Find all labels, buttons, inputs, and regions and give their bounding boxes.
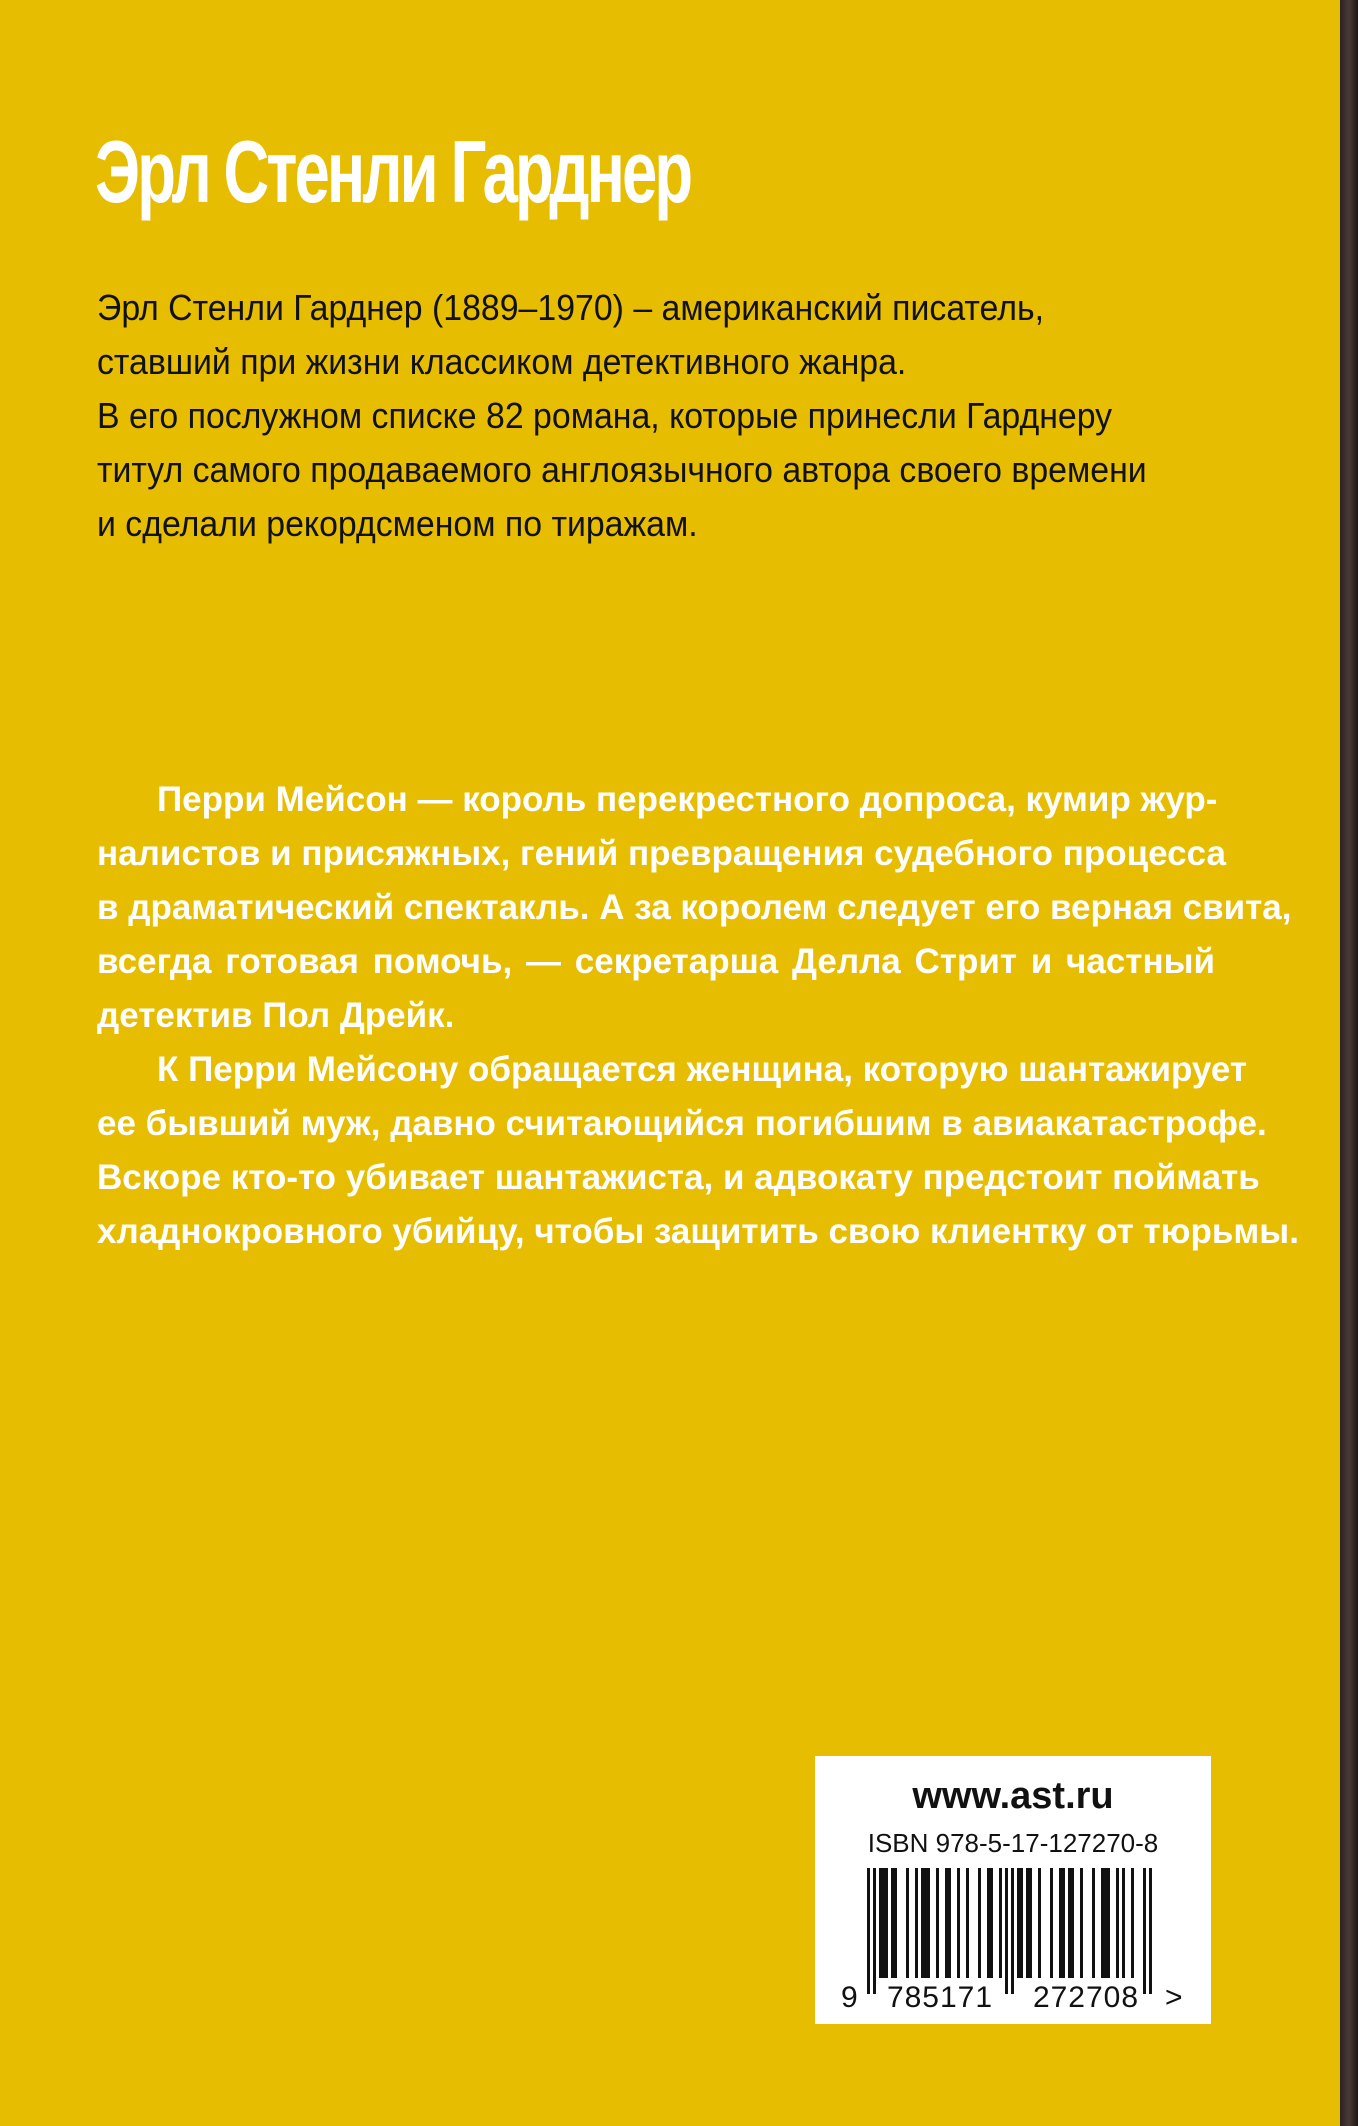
barcode-bar [999, 1868, 1002, 1978]
barcode-bar [966, 1868, 969, 1978]
barcode-panel [815, 1756, 1211, 2024]
annotation-line: всегда готовая помочь, — секретарша Делла Стрит и частный [97, 942, 1215, 981]
barcode-bar [957, 1868, 960, 1978]
author-name-title: Эрл Стенли Гарднер [95, 122, 691, 221]
barcode-bar [978, 1868, 981, 1978]
barcode-bar [879, 1868, 888, 1978]
isbn-label: ISBN 978-5-17-127270-8 [867, 1828, 1159, 1858]
barcode-bar [1017, 1868, 1023, 1978]
author-bio-line: и сделали рекордсменом по тиражам. [97, 503, 698, 544]
barcode-bar [936, 1868, 939, 1978]
barcode-bar [1092, 1868, 1095, 1978]
author-bio-line: Эрл Стенли Гарднер (1889–1970) – американский писатель, [97, 287, 1044, 328]
book-annotation [97, 773, 1299, 1259]
barcode-guard-bar [1011, 1868, 1014, 1994]
barcode-arrow: > [1165, 1981, 1183, 2014]
publisher-url: www.ast.ru [912, 1775, 1114, 1817]
barcode-bar [1122, 1868, 1125, 1978]
barcode-guard-bar [867, 1868, 870, 1994]
author-bio-line: титул самого продаваемого англоязычного автора своего времени [97, 449, 1147, 490]
annotation-line: К Перри Мейсону обращается женщина, которую шантажирует [157, 1050, 1248, 1089]
annotation-line: ее бывший муж, давно считающийся погибшим в авиакатастрофе. [97, 1104, 1267, 1143]
barcode-bar [1050, 1868, 1053, 1978]
cover-spine-edge [1340, 0, 1358, 2126]
barcode-guard-bar [873, 1868, 876, 1994]
barcode-bar [945, 1868, 951, 1978]
barcode-bar [915, 1868, 918, 1978]
barcode-bar [1038, 1868, 1041, 1978]
barcode-bar [1131, 1868, 1134, 1978]
barcode-bar [987, 1868, 993, 1978]
barcode-guard-bar [1149, 1868, 1152, 1994]
barcode-bar [906, 1868, 909, 1978]
barcode-bar [1059, 1868, 1065, 1978]
author-bio-line: ставший при жизни классиком детективного жанра. [97, 341, 907, 382]
author-bio [97, 281, 1237, 551]
barcode-bar [891, 1868, 897, 1978]
annotation-line: хладнокровного убийцу, чтобы защитить свою клиентку от тюрьмы. [97, 1212, 1299, 1251]
barcode-bar [1068, 1868, 1074, 1978]
annotation-line: Перри Мейсон — король перекрестного допроса, кумир жур- [157, 780, 1218, 819]
barcode-digits-right: 272708 [1032, 1981, 1140, 2014]
barcode-bar [1080, 1868, 1083, 1978]
barcode-bar [921, 1868, 930, 1978]
annotation-line: налистов и присяжных, гений превращения судебного процесса [97, 834, 1227, 873]
barcode-digits-left: 785171 [886, 1981, 994, 2014]
barcode-digit-first: 9 [841, 1981, 858, 2014]
author-bio-line: В его послужном списке 82 романа, которые принесли Гарднеру [97, 395, 1113, 436]
annotation-line: в драматический спектакль. А за королем следует его верная свита, [97, 888, 1292, 927]
barcode-guard-bar [1005, 1868, 1008, 1994]
annotation-line: Вскоре кто-то убивает шантажиста, и адвокату предстоит поймать [97, 1158, 1260, 1197]
barcode-bar [1101, 1868, 1110, 1978]
barcode-bar [1116, 1868, 1119, 1978]
annotation-line: детектив Пол Дрейк. [97, 996, 455, 1035]
barcode-bar [1026, 1868, 1032, 1978]
barcode-guard-bar [1143, 1868, 1146, 1994]
